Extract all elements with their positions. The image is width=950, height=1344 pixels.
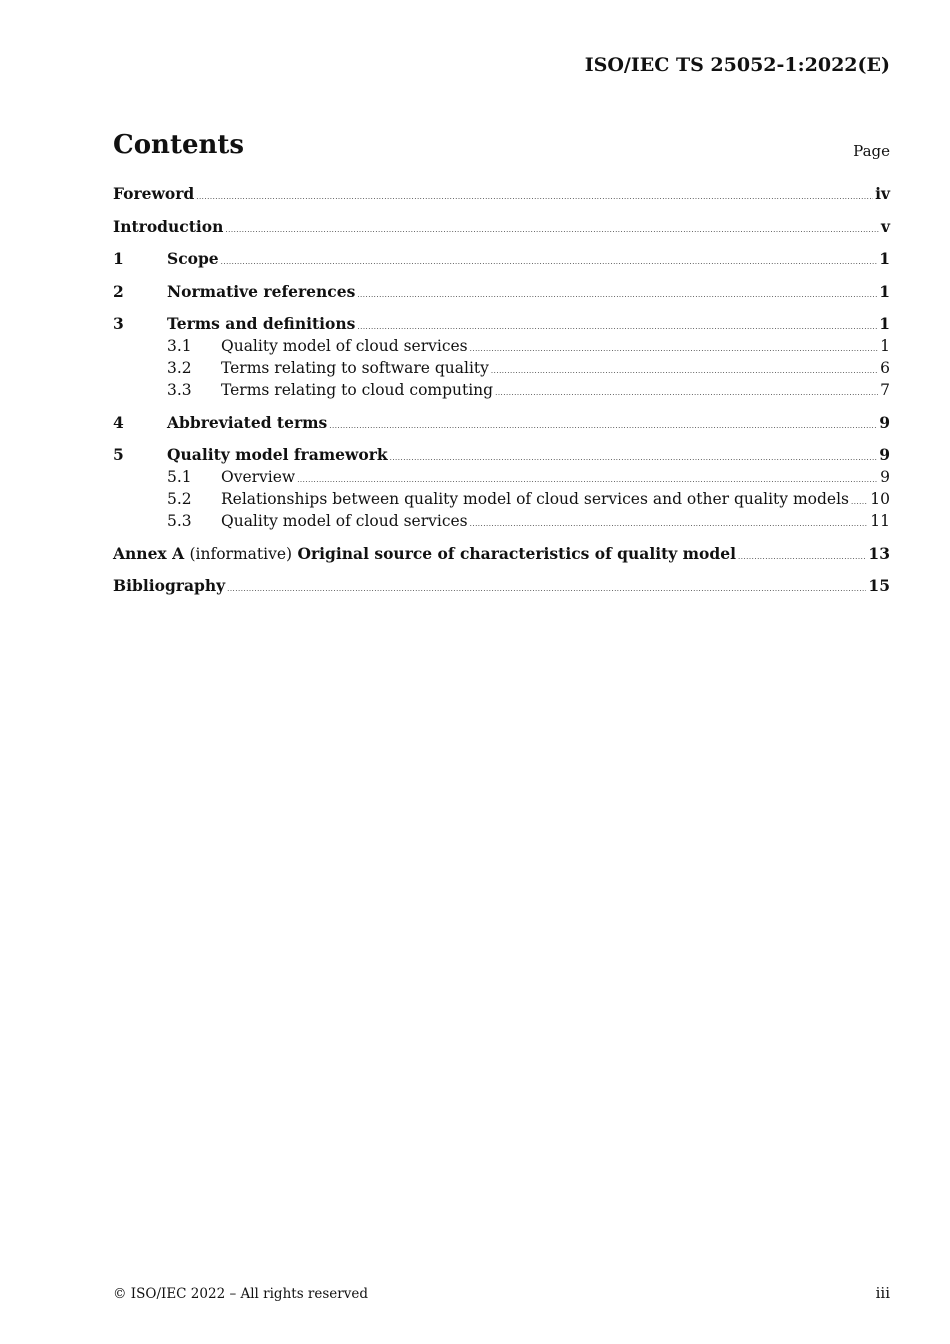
toc-entry-number: 5 (113, 445, 124, 464)
toc-entry-title: Scope (167, 249, 219, 268)
toc-entry-page: 11 (870, 512, 890, 530)
toc-entry[interactable] (113, 314, 890, 337)
toc-entry-title: Quality model framework (167, 445, 388, 464)
toc-entry[interactable] (113, 468, 890, 490)
annex-title: Original source of characteristics of quality model (297, 543, 736, 563)
toc-entry[interactable] (113, 413, 890, 436)
toc-entry-page: v (880, 216, 890, 236)
dot-leader (329, 417, 877, 436)
toc-entry[interactable] (113, 445, 890, 468)
dot-leader (225, 221, 879, 240)
toc-entry[interactable] (113, 359, 890, 381)
dot-leader (357, 286, 877, 305)
toc-entry-title: Terms and definitions (167, 314, 356, 333)
toc-entry-page: 1 (879, 249, 890, 268)
toc-entry-number: 3.1 (167, 337, 192, 355)
dot-leader (221, 253, 878, 272)
toc-entry[interactable] (113, 490, 890, 512)
dot-leader (470, 515, 869, 534)
dot-leader (390, 449, 878, 468)
dot-leader (297, 471, 878, 490)
copyright-notice: © ISO/IEC 2022 – All rights reserved (113, 1286, 368, 1302)
toc-entry[interactable] (113, 282, 890, 305)
toc-entry-title: Introduction (113, 216, 224, 236)
toc-entry-number: 3.3 (167, 381, 192, 399)
toc-entry-page: iv (875, 184, 890, 203)
dot-leader (495, 384, 878, 403)
toc-entry[interactable] (113, 337, 890, 359)
toc-entry-title: Abbreviated terms (167, 412, 328, 432)
toc-entry-number: 2 (113, 281, 124, 301)
dot-leader (738, 548, 866, 567)
annex-label: Annex A (113, 543, 185, 563)
toc-entry-title: Normative references (167, 281, 356, 301)
toc-entry[interactable] (113, 576, 890, 599)
toc-entry-page: 1 (880, 337, 890, 355)
toc-entry[interactable] (113, 217, 890, 240)
toc-entry-title (113, 544, 736, 564)
toc-entry-page: 7 (880, 381, 890, 399)
annex-informative-label: (informative) (189, 544, 293, 563)
dot-leader (196, 188, 873, 207)
toc-entry-number: 3.2 (167, 359, 192, 377)
toc-entry-number: 5.2 (167, 490, 192, 508)
dot-leader (357, 318, 877, 337)
dot-leader (491, 362, 878, 381)
toc-entry-title: Quality model of cloud services (221, 512, 468, 530)
toc-entry-number: 1 (113, 249, 124, 268)
toc-entry-page: 1 (879, 281, 890, 301)
toc-entry-title: Overview (221, 468, 296, 486)
contents-heading: Contents (113, 130, 245, 160)
toc-entry-number: 5.3 (167, 512, 192, 530)
dot-leader (470, 340, 879, 359)
toc-entry-number: 4 (113, 412, 124, 432)
dot-leader (227, 580, 866, 599)
page-column-label: Page (853, 142, 890, 160)
toc-entry-page: 9 (880, 468, 890, 486)
dot-leader (851, 493, 868, 512)
toc-entry-title: Terms relating to cloud computing (221, 381, 494, 399)
toc-entry[interactable] (113, 184, 890, 207)
page-number: iii (875, 1284, 890, 1302)
toc-entry[interactable] (113, 249, 890, 272)
toc-entry[interactable] (113, 512, 890, 534)
toc-entry-page: 9 (879, 412, 890, 432)
toc-entry-page: 9 (879, 445, 890, 464)
toc-entry-number: 3 (113, 314, 124, 333)
table-of-contents (113, 184, 890, 599)
toc-entry-title: Bibliography (113, 576, 226, 595)
toc-entry[interactable] (113, 544, 890, 567)
toc-entry-page: 13 (868, 543, 890, 563)
toc-entry-page: 6 (880, 359, 890, 377)
toc-entry[interactable] (113, 381, 890, 403)
toc-entry-page: 15 (868, 576, 890, 595)
toc-entry-title: Quality model of cloud services (221, 337, 468, 355)
toc-entry-number: 5.1 (167, 468, 192, 486)
toc-entry-page: 10 (870, 490, 890, 508)
toc-entry-title: Foreword (113, 184, 195, 203)
toc-entry-page: 1 (879, 314, 890, 333)
toc-entry-title: Terms relating to software quality (221, 359, 489, 377)
document-id: ISO/IEC TS 25052-1:2022(E) (584, 54, 890, 76)
toc-entry-title: Relationships between quality model of cloud services and other quality models (221, 490, 849, 508)
